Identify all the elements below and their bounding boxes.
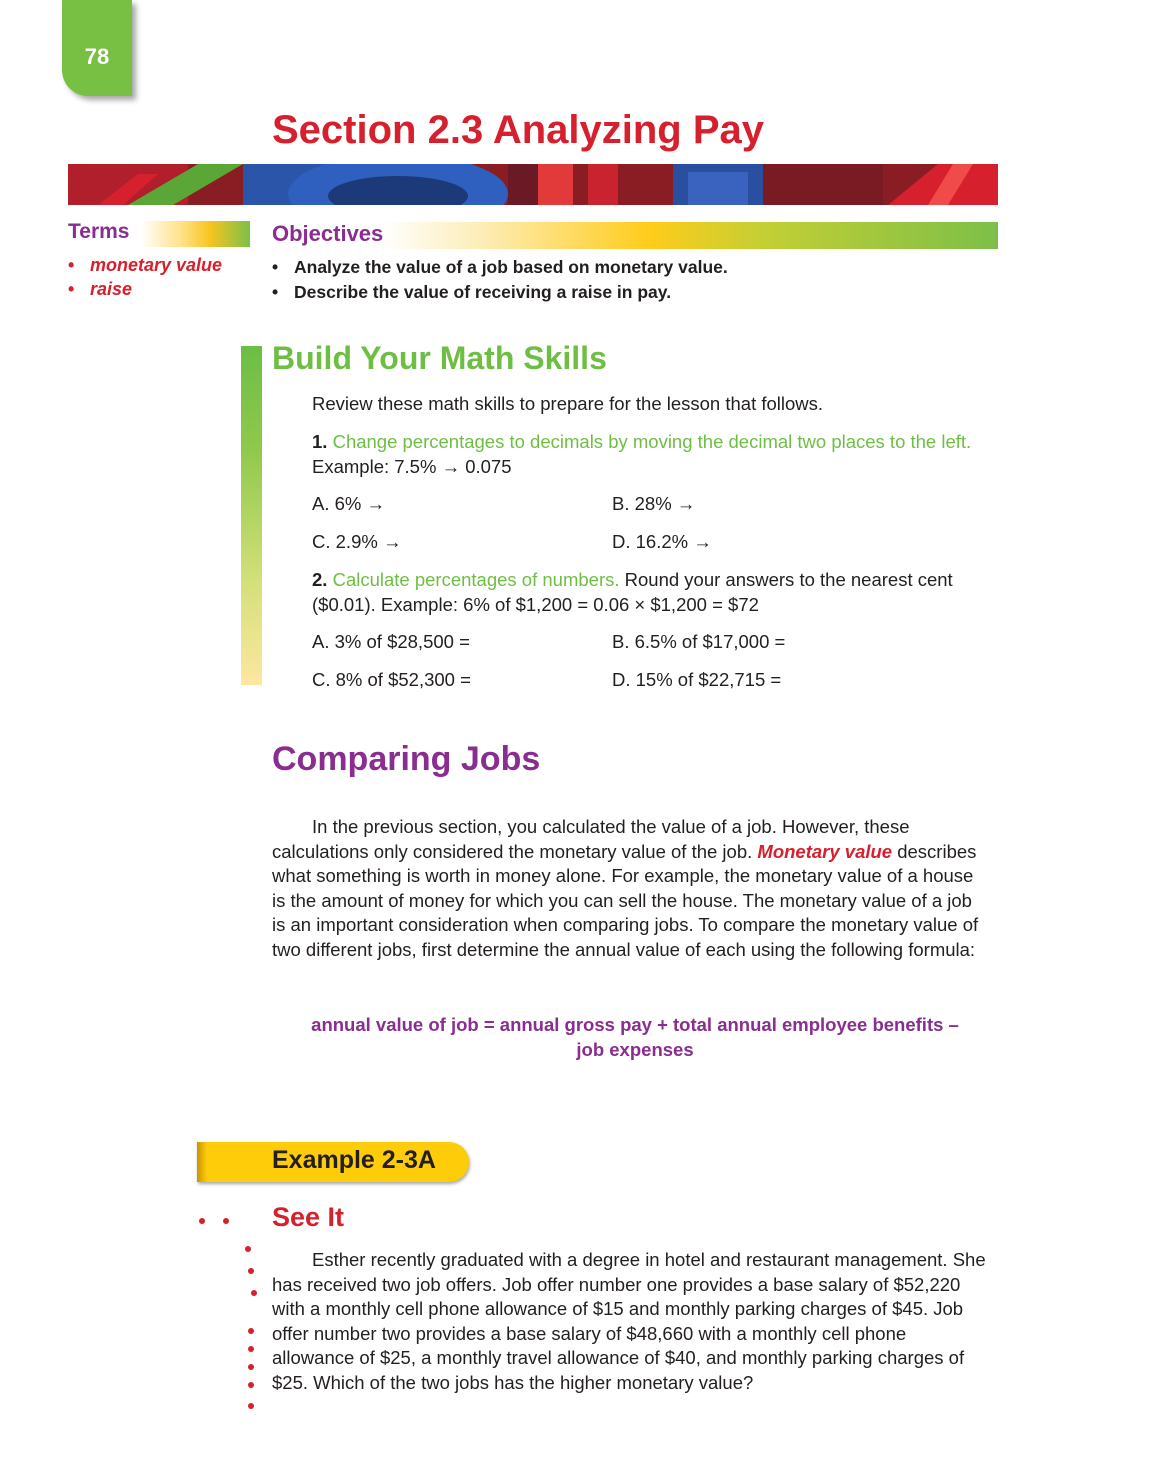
- decorative-dot: [248, 1382, 254, 1388]
- objective-label: Analyze the value of a job based on monetary value.: [294, 257, 728, 277]
- problem-2b: B. 6.5% of $17,000 =: [612, 631, 786, 652]
- key-term: Monetary value: [757, 840, 893, 862]
- section-title: Section 2.3 Analyzing Pay: [272, 108, 765, 152]
- skills-heading: Build Your Math Skills: [272, 340, 607, 376]
- skills-sidebar-bar: [241, 346, 262, 685]
- objectives-list: [272, 256, 728, 306]
- formula-line-1: annual value of job = annual gross pay + total annual employee benefits –: [311, 1014, 959, 1035]
- see-it-heading: See It: [272, 1202, 345, 1232]
- item-instruction: Calculate percentages of numbers.: [332, 569, 620, 590]
- problem-1b: B. 28% →: [612, 493, 696, 514]
- page-number: 78: [84, 44, 110, 69]
- banner-image: [68, 164, 998, 205]
- problem-1a: A. 6% →: [312, 493, 385, 514]
- problem-2a: A. 3% of $28,500 =: [312, 631, 470, 652]
- decorative-dot: [248, 1346, 254, 1352]
- problem-2c: C. 8% of $52,300 =: [312, 669, 471, 690]
- decorative-dot: [248, 1328, 254, 1334]
- decorative-dot: [248, 1364, 254, 1370]
- paragraph-text: In the previous section, you calculated the value of a job. However, these calculations only considered the monetary value of the job.: [272, 816, 910, 862]
- objective-item: • Analyze the value of a job based on monetary value.: [272, 257, 728, 277]
- term-item: • monetary value: [68, 255, 223, 275]
- example-label: Example 2-3A: [272, 1146, 436, 1174]
- annual-value-formula: [272, 1013, 998, 1062]
- item-example: Round your answers to the nearest cent ($0.01). Example: 6% of $1,200 = 0.06 × $1,200 = $72: [312, 569, 953, 615]
- paragraph-text: describes what something is worth in money alone. For example, the monetary value of a house is the amount of money for which you can sell the house. The monetary value of a job is an important consideration when comparing jobs. To compare the monetary value of two different jobs, first determine the annual value of each using the following formula:: [272, 840, 979, 960]
- skills-intro: Review these math skills to prepare for the lesson that follows.: [312, 393, 824, 414]
- decorative-dot: [248, 1268, 254, 1274]
- problem-2d: D. 15% of $22,715 =: [612, 669, 782, 690]
- item-number: 1.: [312, 431, 328, 452]
- objective-label: Describe the value of receiving a raise in pay.: [294, 282, 672, 302]
- decorative-dot: [251, 1290, 257, 1296]
- terms-heading: Terms: [68, 220, 130, 243]
- decorative-dot: [223, 1218, 229, 1224]
- item-instruction: Change percentages to decimals by moving the decimal two places to the left.: [332, 431, 972, 452]
- term-item: • raise: [68, 279, 133, 299]
- terms-list: [68, 254, 222, 302]
- item-example: Example: 7.5% → 0.075: [312, 455, 512, 477]
- comparing-paragraph: [272, 815, 988, 962]
- objective-item: • Describe the value of receiving a raise in pay.: [272, 282, 672, 302]
- objectives-heading: Objectives: [272, 221, 384, 246]
- problem-1d: D. 16.2% →: [612, 531, 712, 552]
- skills-item-1: [312, 430, 982, 479]
- problem-1c: C. 2.9% →: [312, 531, 402, 552]
- item-number: 2.: [312, 569, 328, 590]
- formula-line-2: job expenses: [576, 1038, 694, 1060]
- decorative-dot: [248, 1403, 254, 1409]
- example-paragraph: [272, 1248, 988, 1395]
- decorative-dot: [245, 1246, 251, 1252]
- example-text: Esther recently graduated with a degree in hotel and restaurant management. She has received two job offers. Job offer number one provides a base salary of $52,220 with a monthly cell phone allowance of $15 and monthly parking charges of $45. Job offer number two provides a base salary of $48,660 with a monthly cell phone allowance of $25, a monthly travel allowance of $40, and monthly parking charges of $25. Which of the two jobs has the higher monetary value?: [272, 1249, 986, 1393]
- decorative-dot: [199, 1218, 205, 1224]
- comparing-jobs-heading: Comparing Jobs: [272, 740, 541, 778]
- skills-item-2: [312, 568, 982, 617]
- term-label: raise: [90, 279, 133, 299]
- term-label: monetary value: [90, 255, 223, 275]
